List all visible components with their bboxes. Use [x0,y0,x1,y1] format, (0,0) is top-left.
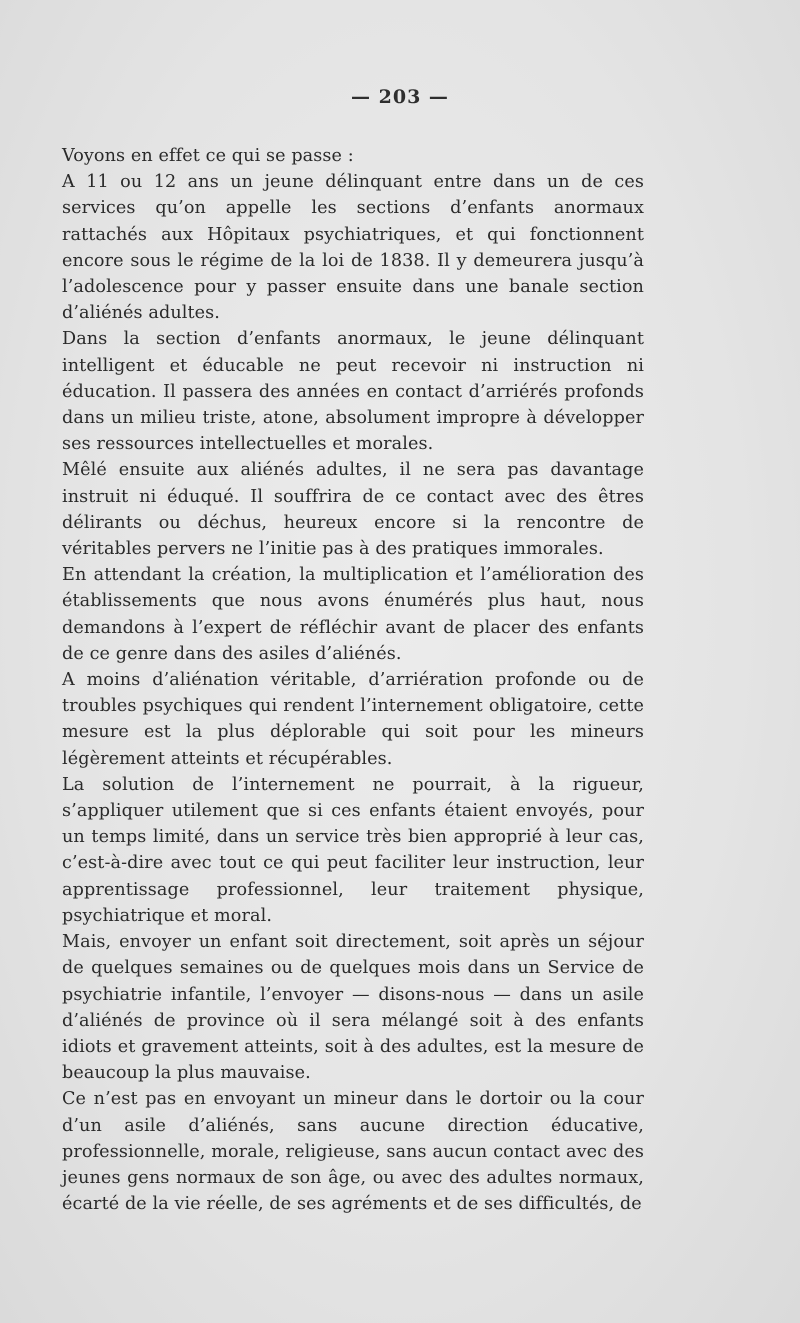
paragraph-intro: Voyons en effet ce qui se passe : [62,146,354,166]
paragraph-8: Ce n’est pas en envoyant un mineur dans le dortoir ou la cour d’un asile d’aliénés, sans aucune direction éducative, professionnelle, morale, religieuse, sans aucun contact avec des jeunes gens normaux de son âge, ou avec des adultes normaux, écarté de la vie réelle, de ses agréments et de ses difficultés, de [62,1089,644,1215]
paragraph-3: Mêlé ensuite aux aliénés adultes, il ne sera pas davantage instruit ni éduqué. Il souffrira de ce contact avec des êtres délirants ou déchus, heureux encore si la rencontre de véritables pervers ne l’initie pas à des pratiques immorales. [62,460,644,560]
body-text [62,143,644,1217]
paragraph-7: Mais, envoyer un enfant soit directement, soit après un séjour de quelques semaines ou de quelques mois dans un Service de psychiatrie infantile, l’envoyer — disons-nous — dans un asile d’aliénés de province où il sera mélangé soit à des enfants idiots et gravement atteints, soit à des adultes, est la mesure de beaucoup la plus mauvaise. [62,932,644,1084]
paragraph-5: A moins d’aliénation véritable, d’arriération profonde ou de troubles psychiques qui rendent l’internement obligatoire, cette mesure est la plus déplorable qui soit pour les mineurs légèrement atteints et récupérables. [62,670,644,769]
paragraph-2: Dans la section d’enfants anormaux, le jeune délinquant intelligent et éducable ne peut recevoir ni instruction ni éducation. Il passera des années en contact d’arriérés profonds dans un milieu triste, atone, absolument impropre à développer ses ressources intellectuelles et morales. [62,329,644,455]
paragraph-1: A 11 ou 12 ans un jeune délinquant entre dans un de ces services qu’on appelle les sections d’enfants anormaux rattachés aux Hôpitaux psychiatriques, et qui fonctionnent encore sous le régime de la loi de 1838. Il y demeurera jusqu’à l’adolescence pour y passer ensuite dans une banale section d’aliénés adultes. [62,172,644,324]
paragraph-6: La solution de l’internement ne pourrait, à la rigueur, s’appliquer utilement que si ces enfants étaient envoyés, pour un temps limité, dans un service très bien approprié à leur cas, c’est-à-dire avec tout ce qui peut faciliter leur instruction, leur apprentissage professionnel, leur traitement physique, psychiatrique et moral. [62,774,644,926]
paragraph-4: En attendant la création, la multiplication et l’amélioration des établissements que nous avons énumérés plus haut, nous demandons à l’expert de réfléchir avant de placer des enfants de ce genre dans des asiles d’aliénés. [62,565,644,664]
page-number: — 203 — [351,86,449,108]
